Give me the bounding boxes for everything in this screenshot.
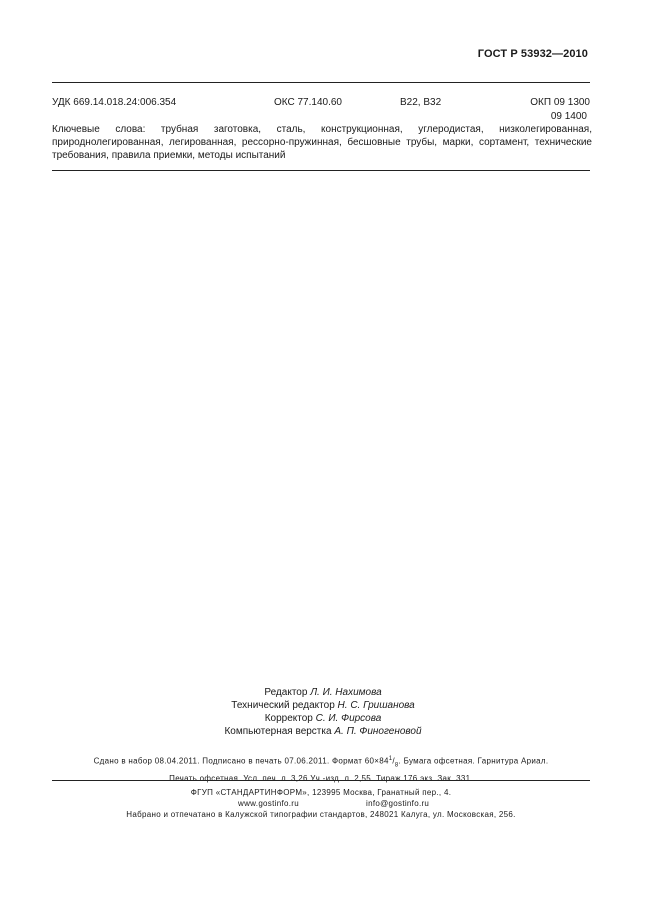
udk-code: УДК 669.14.018.24:006.354 bbox=[52, 97, 177, 108]
format-fraction-numerator: 1 bbox=[388, 756, 393, 762]
corrector-line bbox=[0, 712, 646, 725]
publisher-email: info@gostinfo.ru bbox=[366, 799, 430, 808]
editor-label: Редактор bbox=[264, 687, 308, 698]
group-code: В22, В32 bbox=[400, 97, 442, 108]
tech-editor-name: Н. С. Гришанова bbox=[337, 700, 415, 711]
okp-code-2: 09 1400 bbox=[550, 111, 587, 122]
editor-name: Л. И. Нахимова bbox=[310, 687, 382, 698]
okp-code-1: ОКП 09 1300 bbox=[530, 97, 590, 108]
layout-line bbox=[0, 725, 646, 738]
publisher-contacts bbox=[52, 798, 590, 809]
oks-code: ОКС 77.140.60 bbox=[274, 97, 342, 108]
print-info-line-1-end: . Бумага офсетная. Гарнитура Ариал. bbox=[398, 756, 549, 766]
credits-block bbox=[0, 686, 646, 738]
layout-name: А. П. Финогеновой bbox=[334, 726, 422, 737]
keywords-paragraph: Ключевые слова: трубная заготовка, сталь, конструкционная, углеродистая, низколегированная, природнолегированная, легированная, рессорно-пружинная, бесшовные трубы, марки, сортамент, технические требования, правила приемки, методы испытаний bbox=[52, 124, 592, 161]
publisher-divider bbox=[52, 780, 590, 781]
printing-house: Набрано и отпечатано в Калужской типографии стандартов, 248021 Калуга, ул. Московская, 256. bbox=[126, 810, 516, 819]
publisher-website: www.gostinfo.ru bbox=[238, 799, 299, 808]
editor-line bbox=[0, 686, 646, 699]
tech-editor-label: Технический редактор bbox=[231, 700, 335, 711]
classification-row bbox=[52, 97, 590, 111]
print-info-line-1-text: Сдано в набор 08.04.2011. Подписано в печать 07.06.2011. Формат 60×84 bbox=[93, 756, 389, 766]
publisher-block bbox=[52, 787, 590, 820]
corrector-name: С. И. Фирсова bbox=[315, 713, 382, 724]
print-info-line-2: Печать офсетная. Усл. печ. л. 3,26 Уч.-изд. л. 2,55. Тираж 176 экз. Зак. 331. bbox=[169, 774, 473, 784]
print-info-line-1: Сдано в набор 08.04.2011. Подписано в печать 07.06.2011. Формат $60\times 84^1/_8$. Бумага офсетная. Гарнитура Ариал. bbox=[93, 756, 549, 769]
top-divider bbox=[52, 82, 590, 83]
tech-editor-line bbox=[0, 699, 646, 712]
keywords-divider bbox=[52, 170, 590, 171]
publisher-address: ФГУП «СТАНДАРТИНФОРМ», 123995 Москва, Гранатный пер., 4. bbox=[190, 788, 452, 797]
standard-number: ГОСТ Р 53932—2010 bbox=[477, 48, 588, 60]
format-fraction-denominator: 8 bbox=[394, 762, 399, 769]
corrector-label: Корректор bbox=[264, 713, 313, 724]
layout-label: Компьютерная верстка bbox=[224, 726, 332, 737]
